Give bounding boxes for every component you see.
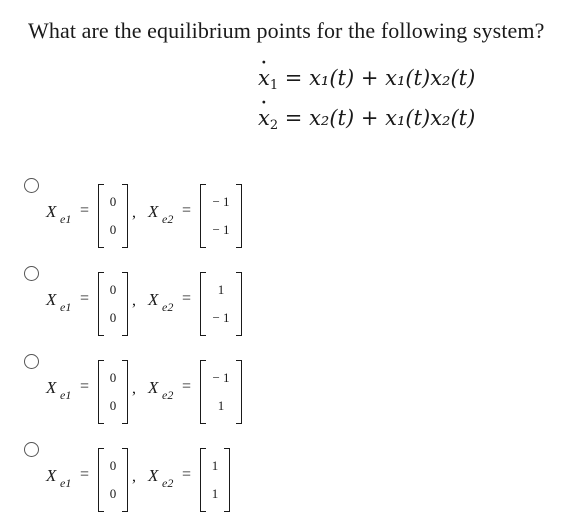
equation-2-subscript: 2 <box>269 118 279 133</box>
vector-cell: 0 <box>109 458 117 473</box>
vector-cell: 0 <box>109 398 117 413</box>
equation-2 <box>258 98 475 138</box>
option-3-x-e1: X e1 <box>46 378 72 402</box>
option-4-comma: , <box>132 468 136 485</box>
option-3-vector-e2 <box>200 360 242 424</box>
option-1-vector-e2 <box>200 184 242 248</box>
option-2-equals-2: = <box>182 290 192 307</box>
option-1-equals-1: = <box>80 202 90 219</box>
vector-cell: 0 <box>109 370 117 385</box>
option-2-comma: , <box>132 292 136 309</box>
option-4-vector-e2 <box>200 448 230 512</box>
option-4-formula <box>42 444 282 520</box>
option-2-vector-e2 <box>200 272 242 336</box>
option-4-equals-2: = <box>182 466 192 483</box>
option-2-equals-1: = <box>80 290 90 307</box>
answer-option-1[interactable] <box>20 178 280 268</box>
vector-cell: − 1 <box>212 310 230 325</box>
vector-cell: − 1 <box>212 194 230 209</box>
x2-dot-symbol: · x <box>258 98 270 138</box>
equation-2-rhs: = x₂(t) + x₁(t)x₂(t) <box>278 106 476 130</box>
vector-cell: 1 <box>217 398 225 413</box>
option-2-vector-e1 <box>98 272 128 336</box>
radio-button-4[interactable] <box>24 442 39 457</box>
equation-1 <box>258 58 475 98</box>
option-4-vector-e1 <box>98 448 128 512</box>
option-3-equals-2: = <box>182 378 192 395</box>
radio-button-1[interactable] <box>24 178 39 193</box>
option-1-vector-e1 <box>98 184 128 248</box>
option-1-x-e2: X e2 <box>148 202 174 226</box>
vector-cell: 0 <box>109 222 117 237</box>
option-4-equals-1: = <box>80 466 90 483</box>
option-1-comma: , <box>132 204 136 221</box>
option-3-equals-1: = <box>80 378 90 395</box>
radio-button-2[interactable] <box>24 266 39 281</box>
vector-cell: 0 <box>109 310 117 325</box>
question-text: What are the equilibrium points for the following system? <box>28 18 545 43</box>
equation-1-rhs: = x₁(t) + x₁(t)x₂(t) <box>278 66 476 90</box>
radio-button-3[interactable] <box>24 354 39 369</box>
option-2-x-e2: X e2 <box>148 290 174 314</box>
vector-cell: 0 <box>109 486 117 501</box>
answer-option-4[interactable] <box>20 442 280 532</box>
vector-cell: 0 <box>109 194 117 209</box>
x1-dot-symbol: · x <box>258 58 270 98</box>
vector-cell: − 1 <box>212 370 230 385</box>
answer-option-2[interactable] <box>20 266 280 356</box>
equation-1-subscript: 1 <box>269 78 279 93</box>
option-3-vector-e1 <box>98 360 128 424</box>
vector-cell: 1 <box>211 486 219 501</box>
option-3-comma: , <box>132 380 136 397</box>
vector-cell: 1 <box>217 282 225 297</box>
answer-option-3[interactable] <box>20 354 280 444</box>
option-3-x-e2: X e2 <box>148 378 174 402</box>
option-4-x-e2: X e2 <box>148 466 174 490</box>
vector-cell: 0 <box>109 282 117 297</box>
system-equations <box>258 58 475 138</box>
option-4-x-e1: X e1 <box>46 466 72 490</box>
option-3-formula <box>42 356 282 432</box>
option-2-formula <box>42 268 282 344</box>
option-2-x-e1: X e1 <box>46 290 72 314</box>
vector-cell: 1 <box>211 458 219 473</box>
option-1-formula <box>42 180 282 256</box>
vector-cell: − 1 <box>212 222 230 237</box>
option-1-x-e1: X e1 <box>46 202 72 226</box>
option-1-equals-2: = <box>182 202 192 219</box>
